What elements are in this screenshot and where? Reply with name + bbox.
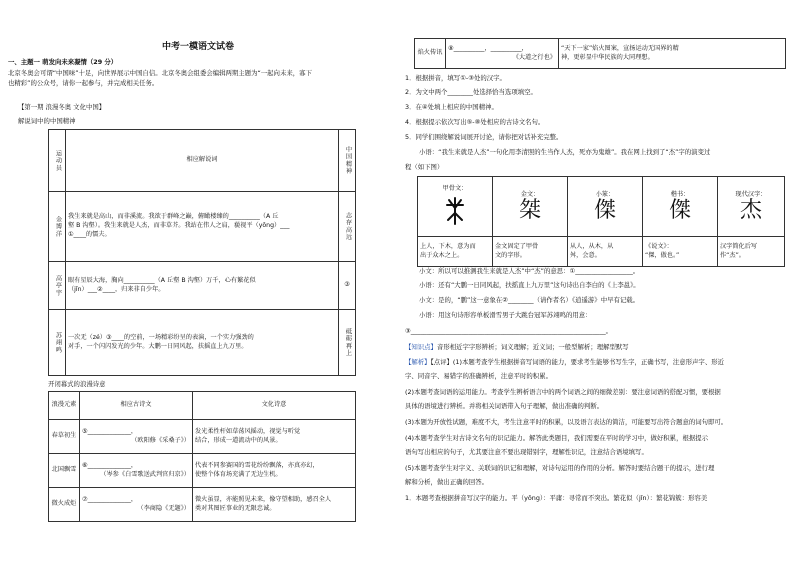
modern-glyph: 杰 [739,197,762,223]
note-line: 文的字形。 [495,251,526,259]
th-element: 浪漫元素 [49,392,80,420]
table-spirit [48,129,356,376]
culture-cell [193,488,356,522]
culture-cell [193,420,356,454]
char-header: 现代汉字： [735,191,767,198]
commentary-line: 对手，一个闪闪发光的少年。大鹏一日同风起，扶摇直上九万里。 [68,342,248,350]
analysis-line: 字、同音字、易错字的准确辨析，注意平时的积累。 [405,372,552,380]
seal-glyph: 傑 [593,197,616,223]
table-row [49,420,356,454]
question-1: 1．根据拼音，填写①-③处的汉字。 [405,74,506,82]
spirit-value: ③ [339,262,356,310]
athlete-name: 苏翊鸣 [49,310,66,376]
th-spirit: 中国精神 [339,130,356,192]
char-cell [568,177,643,237]
poem-cell: ⑦______________， （李商隐《无题》） [80,488,193,522]
note-line: 舛，会意。 [570,251,601,259]
note-line: “傑，傲也。” [645,251,680,259]
char-note [718,237,785,267]
spirit-value: 志存高远 [339,192,356,262]
question-2: 2．为文中两个________处选择恰当选项填空。 [405,88,537,96]
char-cell [643,177,718,237]
element-name: 春草初生 [49,420,80,454]
knowledge-text: 音形相近字字形辨析；词义理解；近义词；一般型解析；理解型默写 [436,343,629,351]
char-header: 甲骨文： [442,185,468,192]
dialog-line: 小语：用这句诗形容单板滑雪男子大跳台冠军苏翊鸣的用意： [419,311,592,319]
char-header: 小篆： [595,191,615,198]
analysis-line: 语句写出相应的句子，尤其要注意不要出现错别字，理解性识记，注意结合语境填写。 [405,448,648,456]
analysis-line: (2)本题考查词语的运用能力。考查学生辨析语言中的两个词语之间的细微差别：要注意词语的搭配习惯，要根据 [405,388,721,396]
commentary-line: 一次无（zé）③____的空前，一场精彩纷呈的表演，一个实力强劲的 [68,333,254,341]
dialog-line: 小文：所以可以推测我生来就是人杰”中“杰”的意思：①__________________。 [419,267,640,275]
culture-line: 使整个体育场充满了无边生机。 [195,470,282,478]
culture-line: 代表不同参赛国的雪花纷纷飘落，亦真亦幻， [195,461,319,469]
analysis-line: 具体的语境进行辨析。并将相关词语带入句子理解，做出准确的判断。 [405,402,604,410]
note-line: 金文固定了甲骨 [495,242,539,250]
blank-number: ⑤ [82,427,88,435]
blank-number: ⑧ [448,44,454,52]
poem-cell: ⑥______________， （岑参《白雪歌送武判官归京》） [80,454,193,488]
table1-caption: 解说词中的中国精神 [18,117,76,125]
element-name: 微火成炬 [49,488,80,522]
character-evolution-table [417,176,785,267]
commentary [66,262,339,310]
question-3: 3．在④处填上相应的中国精神。 [405,103,498,111]
commentary-line: 壑 B 沟壑）。我生来就是人杰，而非草芥。我站在伟人之肩，藐视平（yōng）___ [68,222,290,229]
char-note [643,237,718,267]
table-row [49,454,356,488]
th-athlete: 运动员 [49,130,66,192]
table-row [415,39,786,69]
table-poetry-continued [414,38,786,69]
note-line: 出于众木之上。 [420,251,464,259]
section1-heading: 一、主题一 萌发向未来凝情（29 分） [8,58,118,66]
part1-label: 【第一期 浪漫冬奥 文化中国】 [18,103,106,111]
commentary [66,310,339,376]
poem-source: （李商隐《无题》） [137,504,190,512]
dialog-line: 程（如下图） [405,163,444,171]
char-note [418,237,493,267]
char-cell [493,177,568,237]
table-row [49,192,356,262]
culture-line: “天下一家”焰火图案，宣扬运动无国界的精 [561,44,679,52]
poem-source: 《大道之行也》 [512,53,556,61]
char-note [568,237,643,267]
page-title: 中考一模语文试卷 [161,42,234,52]
poem-cell: ⑧__________，__________， 《大道之行也》 [446,39,559,69]
analysis-line: 解和分析，做出正确的回答。 [405,478,489,486]
culture-line: 类对其图匠事业的无限忠诚。 [195,504,276,512]
th-culture: 文化诗意 [193,392,356,420]
spirit-value: 砥砺再上 [339,310,356,376]
table-poetry [48,391,356,522]
poem-cell: ⑤______________， （欧阳修《采桑子》） [80,420,193,454]
char-note [493,237,568,267]
analysis-line: (5)本题考查学生对字义、关联词的识记和理解，对诗句运用的作用的分析。解答时要结合题干的提示，进行理 [405,464,715,472]
dialog-line: 小语：“我生来就是人杰”一句化用李清照的生当作人杰，死亦为鬼雄”。我在网上找到了“杰”字的演变过 [419,148,711,156]
char-header: 楷书： [670,191,690,198]
question-4: 4．根据提示依次写出⑤-⑧处相应的古诗文名句。 [405,118,545,126]
culture-line: 结合，形成一道流动中的风景。 [195,436,282,444]
commentary-line: 我生来就是高山，而非溪流。我欲于群峰之巅，俯瞰楼臻的__________（A 丘 [68,213,279,221]
note-line: 汉字简化后写 [720,242,758,250]
char-header: 金文： [520,191,540,198]
blank-number: ⑦ [82,495,88,503]
culture-line: 微火虽显，亦能照见未来，像守望相助，感召全人 [195,495,332,503]
bronze-glyph: 桀 [518,197,541,223]
intro-line-1: 北京冬奥会可谓“中国味”十足，向世界展示中国自信。北京冬奥会组委会编辑两期主题为“一起向未来，寡下 [8,69,312,77]
dialog-line: 小文：是的，“鹏”这一意象在②________（请作者名）《逍遥游》中早有记载。 [419,296,640,304]
commentary-line: ①____的懦夫。 [68,230,111,238]
culture-cell [559,39,786,69]
analysis-line: (4)本题考查学生对古诗文名句的识记能力。解答此类题目，我们需要在平时的学习中，做好积累，根据提示 [405,434,709,442]
commentary-line: 眼有星辰大海，胸向__________（A 丘壑 B 沟壑）万千，心有繁花似 [68,276,256,284]
knowledge-points [405,343,629,352]
analysis-text: 【点评】(1)本题考查学生根据拼音写词语的能力，要求考生能够书写生字，正确书写，注意形声字、形近 [430,358,724,366]
table2-caption: 开闭幕式的浪漫诗意 [48,380,106,388]
answer-line: 1．本题考查根据拼音写汉字的能力。平（yōng）：平庸：寻常而不突出。繁花似（jǐn）：繁花锦簇：形容美 [405,494,708,502]
th-text: 相应解说词 [66,130,339,192]
culture-line: 发光柔性杆如草荡风摇动，视觉与听觉 [195,427,301,435]
culture-line: 神，更彰显中华民族的大同理想。 [561,53,654,61]
char-cell [418,177,493,237]
analysis-label: 【解析】 [405,358,431,366]
culture-cell [193,454,356,488]
note-line: 作“杰”。 [720,251,745,259]
poem-source: （岑参《白雪歌送武判官归京》） [100,470,190,478]
athlete-name: 高亭宇 [49,262,66,310]
analysis-line: (3)本题为开放性试题，难度不大，考生注意平时的积累，以及语言表达的简洁，可能要写出符合题意的词句即可。 [405,418,728,426]
table-row [49,262,356,310]
commentary-line: （jǐn）___②____，归来非自少年。 [68,285,165,293]
table-row [49,488,356,522]
element-name: 焰火传讯 [415,39,446,69]
commentary [66,192,339,262]
note-line: 《说文》： [645,242,673,250]
regular-glyph: 傑 [668,197,691,223]
note-line: 上人，下木，意为而 [420,242,476,250]
blank-number: ⑥ [82,461,88,469]
char-cell [718,177,785,237]
oracle-glyph-icon [443,196,467,226]
knowledge-label: 【知识点】 [405,343,437,351]
question-5: 5．同学们围绕解说词展开讨论，请你把对话补充完整。 [405,133,563,141]
element-name: 北国飘雪 [49,454,80,488]
athlete-name: 金博洋 [49,192,66,262]
dialog-line: ③_____________________________________________________________。 [405,327,613,335]
intro-line-2: 也精彩”的公众号，请你一起参与，并完成相关任务。 [8,79,159,87]
analysis [405,358,724,367]
note-line: 从人，从木，从 [570,242,614,250]
table-row [49,310,356,376]
th-poem: 相应古诗文 [80,392,193,420]
poem-source: （欧阳修《采桑子》） [131,436,190,444]
dialog-line: 小语：还有“大鹏一日同风起，扶摇直上九万里”这句诗出自李白的《上李邕》。 [419,281,640,289]
